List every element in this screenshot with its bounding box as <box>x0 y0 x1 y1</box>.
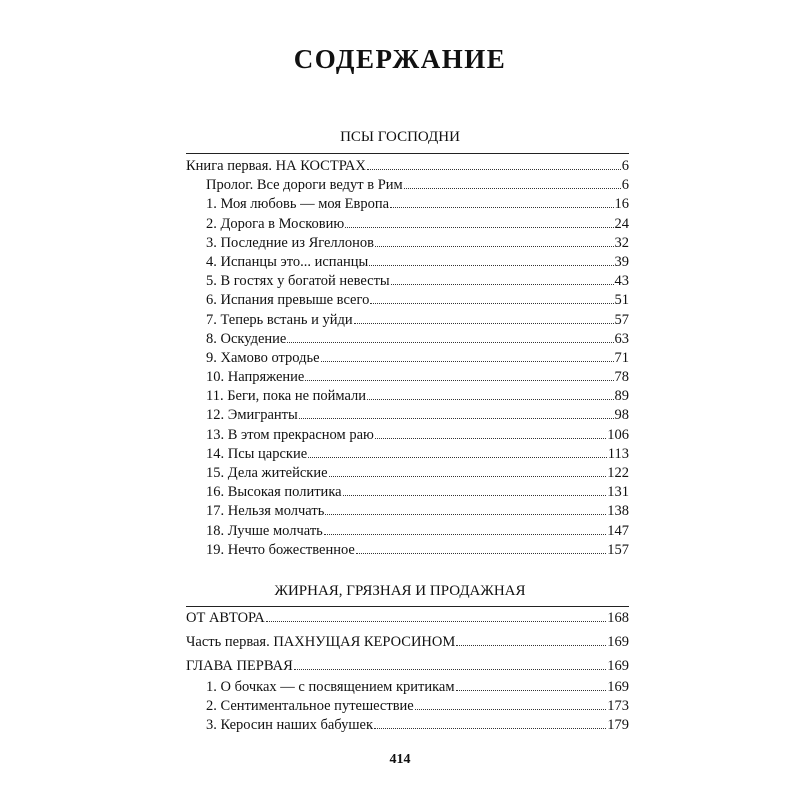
toc-page-number: 98 <box>614 407 629 424</box>
toc-entry[interactable]: 12. Эмигранты 98 <box>186 406 629 425</box>
dot-leader <box>324 534 606 535</box>
dot-leader <box>321 361 614 362</box>
toc-page-number: 169 <box>607 678 629 695</box>
dot-leader <box>287 342 613 343</box>
dot-leader <box>456 690 607 691</box>
dot-leader <box>343 495 607 496</box>
toc-page-number: 6 <box>621 158 629 174</box>
dot-leader <box>391 284 614 285</box>
dot-leader <box>325 514 606 515</box>
toc-page-number: 51 <box>614 292 629 309</box>
dot-leader <box>305 380 613 381</box>
toc-page-number: 43 <box>614 273 629 290</box>
toc-page-number: 122 <box>607 465 629 481</box>
dot-leader <box>354 323 614 324</box>
toc-page-number: 78 <box>614 369 629 386</box>
toc-entry[interactable]: 13. В этом прекрасном раю 106 <box>186 426 629 445</box>
dot-leader <box>369 265 613 266</box>
toc-entry[interactable]: 4. Испанцы это... испанцы 39 <box>186 253 629 272</box>
toc-page-number: 6 <box>621 177 629 194</box>
toc-entry[interactable]: 17. Нельзя молчать 138 <box>186 502 629 521</box>
page-number: 414 <box>389 752 411 767</box>
toc-entry[interactable]: 1. Моя любовь — моя Европа 16 <box>186 195 629 214</box>
toc-entry[interactable]: 11. Беги, пока не поймали 89 <box>186 387 629 406</box>
toc-section-1 <box>186 157 629 560</box>
dot-leader <box>367 169 621 170</box>
dot-leader <box>415 709 607 710</box>
toc-entry-chapter-one[interactable]: ГЛАВА ПЕРВАЯ 169 <box>186 657 629 676</box>
dot-leader <box>299 418 614 419</box>
toc-page-number: 168 <box>607 610 629 626</box>
dot-leader <box>375 438 606 439</box>
toc-entry[interactable]: 18. Лучше молчать 147 <box>186 522 629 541</box>
toc-entry-part-one[interactable]: Часть первая. ПАХНУЩАЯ КЕРОСИНОМ 169 <box>186 633 629 652</box>
toc-page-number: 138 <box>607 503 629 520</box>
toc-page-number: 169 <box>607 634 629 651</box>
dot-leader <box>404 188 621 189</box>
toc-page-number: 16 <box>614 196 629 213</box>
toc-section-2 <box>186 609 629 735</box>
toc-entry[interactable]: 3. Керосин наших бабушек 179 <box>186 716 629 735</box>
toc-entry-author-note[interactable]: ОТ АВТОРА 168 <box>186 609 629 628</box>
toc-entry[interactable]: 6. Испания превыше всего 51 <box>186 291 629 310</box>
toc-entry[interactable]: 19. Нечто божественное 157 <box>186 541 629 560</box>
toc-page-number: 131 <box>607 484 629 501</box>
toc-entry[interactable]: 10. Напряжение 78 <box>186 368 629 387</box>
dot-leader <box>266 621 607 622</box>
toc-entry[interactable]: 14. Псы царские 113 <box>186 445 629 464</box>
section-title-2: ЖИРНАЯ, ГРЯЗНАЯ И ПРОДАЖНАЯ <box>274 583 526 599</box>
toc-entry-book-one[interactable]: Книга первая. НА КОСТРАХ 6 <box>186 157 629 176</box>
section-title-1: ПСЫ ГОСПОДНИ <box>340 129 460 145</box>
toc-entry[interactable]: 2. Дорога в Московию 24 <box>186 215 629 234</box>
dot-leader <box>294 669 607 670</box>
dot-leader <box>329 476 607 477</box>
toc-page-number: 173 <box>607 697 629 714</box>
toc-page-number: 179 <box>607 716 629 733</box>
section-rule-2 <box>186 606 629 607</box>
dot-leader <box>390 207 613 208</box>
dot-leader <box>456 645 606 646</box>
toc-entry[interactable]: 5. В гостях у богатой невесты 43 <box>186 272 629 291</box>
toc-entry-prologue[interactable]: Пролог. Все дороги ведут в Рим 6 <box>186 176 629 195</box>
section-rule-1 <box>186 153 629 154</box>
toc-page-number: 32 <box>614 234 629 251</box>
dot-leader <box>345 227 613 228</box>
toc-entry[interactable]: 15. Дела житейские 122 <box>186 464 629 483</box>
toc-entry[interactable]: 2. Сентиментальное путешествие 173 <box>186 697 629 716</box>
dot-leader <box>374 728 606 729</box>
toc-entry[interactable]: 3. Последние из Ягеллонов 32 <box>186 234 629 253</box>
dot-leader <box>370 303 613 304</box>
toc-page-number: 157 <box>607 541 629 558</box>
toc-page-number: 113 <box>607 445 629 462</box>
toc-page-number: 24 <box>614 215 629 232</box>
dot-leader <box>308 457 607 458</box>
toc-page-number: 39 <box>614 253 629 270</box>
toc-page-number: 169 <box>607 658 629 675</box>
toc-page-number: 57 <box>614 311 629 328</box>
dot-leader <box>356 553 606 554</box>
toc-page-number: 89 <box>614 388 629 405</box>
page-title: СОДЕРЖАНИЕ <box>293 44 507 74</box>
dot-leader <box>375 246 613 247</box>
dot-leader <box>367 399 613 400</box>
toc-page-number: 63 <box>614 330 629 347</box>
toc-entry[interactable]: 8. Оскудение 63 <box>186 330 629 349</box>
toc-page-number: 147 <box>607 522 629 539</box>
toc-entry[interactable]: 9. Хамово отродье 71 <box>186 349 629 368</box>
toc-page-number: 71 <box>614 349 629 366</box>
toc-page-number: 106 <box>607 426 629 443</box>
toc-entry[interactable]: 16. Высокая политика 131 <box>186 483 629 502</box>
toc-entry[interactable]: 1. О бочках — с посвящением критикам 169 <box>186 678 629 697</box>
toc-entry[interactable]: 7. Теперь встань и уйди 57 <box>186 311 629 330</box>
